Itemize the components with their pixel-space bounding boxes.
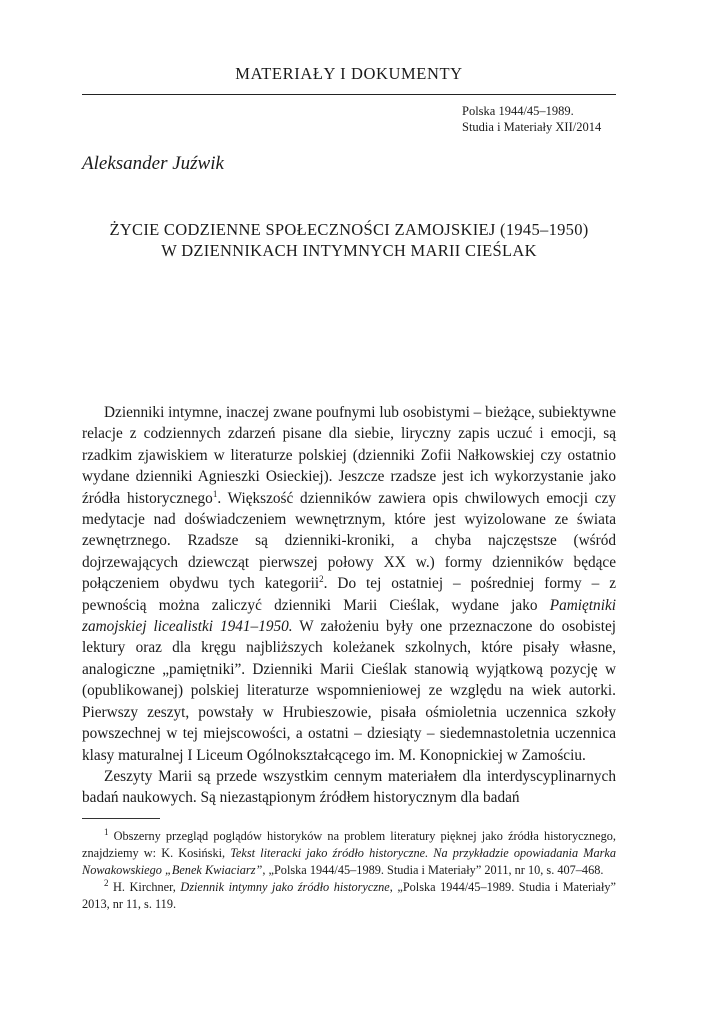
p1-part-d: W założeniu były one przeznaczone do osobistej lektury oraz dla kręgu najbliższych koleżanek szkolnych, które pisały własne, analogiczne „pamiętniki”. Dzienniki Marii Cieślak stanowią wyjątkową pozycję w (opublikowanej) polskiej literaturze wspomnieniowej ze względu na wiek autorki. Pierwszy zeszyt, powstały w Hrubieszowie, pisała ośmioletnia uczennica szkoły powszechnej w tej miejscowości, a ostatni – dziesiąty – siedemnastoletnia uczennica klasy maturalnej I Liceum Ogólnokształcącego im. M. Konopnickiej w Zamościu. bbox=[82, 618, 616, 764]
footnote-rule bbox=[82, 818, 160, 819]
body-text bbox=[82, 402, 616, 809]
paragraph-2: Zeszyty Marii są przede wszystkim cennym materiałem dla interdyscyplinarnych badań naukowych. Są niezastąpionym źródłem historycznym dla badań bbox=[82, 767, 616, 807]
article-title bbox=[82, 219, 616, 261]
author-name: Aleksander Juźwik bbox=[82, 153, 224, 174]
footnote-number-1: 1 bbox=[104, 826, 109, 837]
fn1-part-a: Obszerny przegląd poglądów historyków na problem literatury pięknej jako źródła historycznego, znajdziemy w: K. Kosiński, bbox=[82, 829, 616, 860]
title-line-2: W DZIENNIKACH INTYMNYCH MARII CIEŚLAK bbox=[161, 241, 537, 260]
fn1-title: Tekst literacki jako źródło historyczne. Na przykładzie opowiadania Marka Nowakowskiego „Benek Kwiaciarz” bbox=[82, 846, 616, 877]
p1-part-a: Dzienniki intymne, inaczej zwane poufnymi lub osobistymi – bieżące, subiektywne relacje z codziennych zdarzeń pisane dla siebie, liryczny zapis uczuć i emocji, są rzadkim zjawiskiem w literaturze polskiej (dzienniki Zofii Nałkowskiej czy ostatnio wydane dzienniki Agnieszki Osieckiej). Jeszcze rzadsze jest ich wykorzystanie jako źródła historycznego bbox=[82, 404, 616, 507]
footnote-ref-2: 2 bbox=[319, 574, 324, 585]
title-line-1: ŻYCIE CODZIENNE SPOŁECZNOŚCI ZAMOJSKIEJ (1945–1950) bbox=[109, 220, 589, 239]
header-rule bbox=[82, 94, 616, 95]
footnote-2 bbox=[82, 879, 616, 913]
journal-line-2: Studia i Materiały XII/2014 bbox=[462, 120, 602, 134]
fn1-part-b: , „Polska 1944/45–1989. Studia i Materiały” 2011, nr 10, s. 407–468. bbox=[262, 863, 604, 877]
footnote-1 bbox=[82, 828, 616, 879]
fn2-part-a: H. Kirchner, bbox=[108, 880, 181, 894]
footnotes bbox=[82, 828, 616, 913]
running-head: MATERIAŁY I DOKUMENTY bbox=[235, 64, 463, 83]
journal-info bbox=[462, 103, 601, 135]
p1-part-b: . Większość dzienników zawiera opis chwilowych emocji czy medytacje nad doświadczeniem wewnętrznym, które jest wyizolowane ze świata zewnętrznego. Rzadsze są dzienniki-kroniki, a chyba najczęstsze (wśród dojrzewających dziewcząt pierwszej połowy XX w.) formy dzienników będące połączeniem obydwu tych kategorii bbox=[82, 489, 616, 593]
footnote-ref-1: 1 bbox=[212, 488, 218, 499]
footnote-number-2: 2 bbox=[104, 877, 109, 888]
paragraph-1 bbox=[82, 402, 616, 766]
fn2-title: Dziennik intymny jako źródło historyczne bbox=[180, 880, 390, 894]
p1-part-c: . Do tej ostatniej – pośredniej formy – z pewnością można zaliczyć dzienniki Marii Cieślak, wydane jako bbox=[82, 575, 617, 614]
fn2-part-b: , „Polska 1944/45–1989. Studia i Materiały” 2013, nr 11, s. 119. bbox=[82, 880, 616, 911]
p1-book-title: Pamiętniki zamojskiej licealistki 1941–1950. bbox=[82, 596, 616, 636]
journal-line-1: Polska 1944/45–1989. bbox=[462, 104, 574, 118]
